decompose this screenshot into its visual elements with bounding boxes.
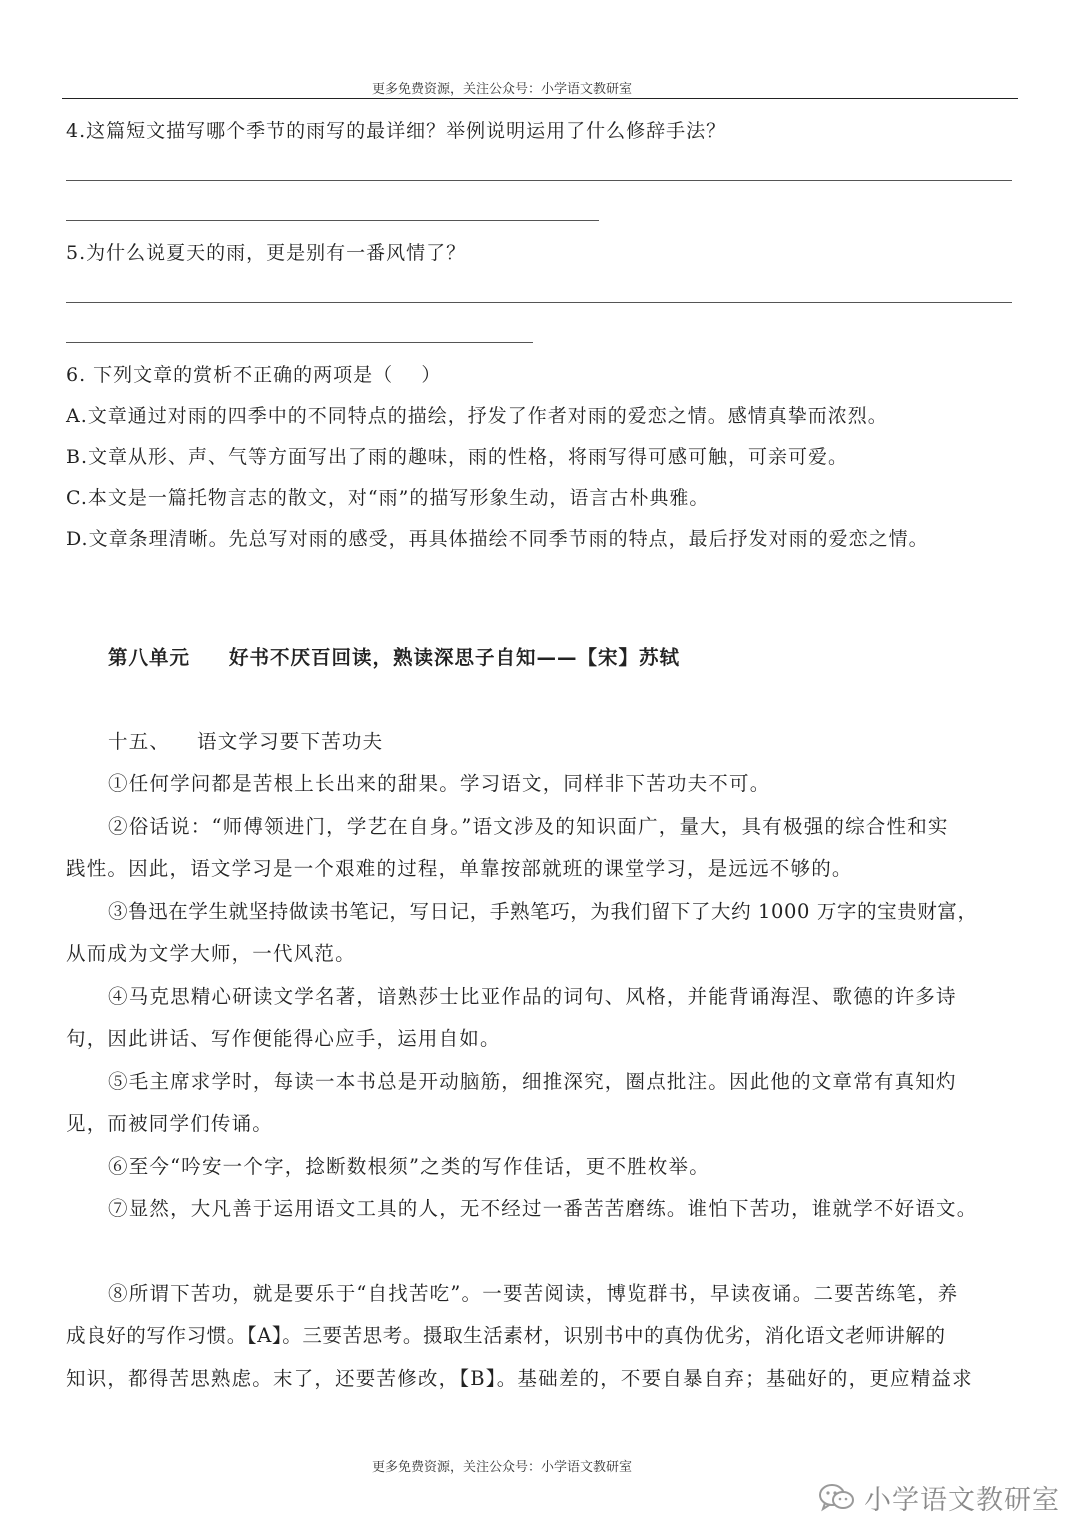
header-rule — [62, 98, 1018, 99]
wechat-icon — [818, 1482, 856, 1514]
article-line: ⑦显然，大凡善于运用语文工具的人，无不经过一番苦苦磨练。谁怕下苦功，谁就学不好语文。 — [108, 1197, 978, 1220]
article-line: ⑥至今“吟安一个字，捻断数根须”之类的写作佳话，更不胜枚举。 — [108, 1155, 710, 1178]
article-line: 践性。因此，语文学习是一个艰难的过程，单靠按部就班的课堂学习，是远远不够的。 — [66, 857, 853, 880]
article-line: 句，因此讲话、写作便能得心应手，运用自如。 — [66, 1027, 501, 1050]
unit-quote: 好书不厌百回读，熟读深思子自知——【宋】苏轼 — [229, 646, 681, 669]
option-c: C.本文是一篇托物言志的散文，对“雨”的描写形象生动，语言古朴典雅。 — [66, 487, 710, 509]
article-line: ②俗话说：“师傅领进门，学艺在自身。”语文涉及的知识面广，量大，具有极强的综合性和实 — [108, 815, 949, 838]
watermark — [818, 1478, 1060, 1517]
question-6: 6. 下列文章的赏析不正确的两项是（ ） — [66, 364, 442, 386]
page-header: 更多免费资源，关注公众号：小学语文教研室 — [372, 82, 633, 97]
article-line: 见，而被同学们传诵。 — [66, 1112, 274, 1135]
article-line: 成良好的写作习惯。【A】。三要苦思考。摄取生活素材，识别书中的真伪优劣，消化语文老师讲解的 — [66, 1324, 946, 1347]
option-d: D.文章条理清晰。先总写对雨的感受，再具体描绘不同季节雨的特点，最后抒发对雨的爱恋之情。 — [66, 528, 929, 550]
watermark-text: 小学语文教研室 — [864, 1485, 1060, 1516]
article-title: 语文学习要下苦功夫 — [197, 730, 384, 753]
answer-line — [66, 302, 1012, 303]
question-4: 4.这篇短文描写哪个季节的雨写的最详细？举例说明运用了什么修辞手法？ — [66, 120, 727, 142]
answer-line — [66, 342, 533, 343]
answer-line — [66, 220, 599, 221]
article-line: 知识，都得苦思熟虑。末了，还要苦修改，【B】。基础差的，不要自暴自弃；基础好的，更应精益求 — [66, 1367, 973, 1390]
article-line: ③鲁迅在学生就坚持做读书笔记，写日记，手熟笔巧，为我们留下了大约 1000 万字的宝贵财富， — [108, 900, 978, 923]
article-line: ⑤毛主席求学时，每读一本书总是开动脑筋，细推深究，圈点批注。因此他的文章常有真知灼 — [108, 1070, 957, 1093]
option-b: B.文章从形、声、气等方面写出了雨的趣味，雨的性格，将雨写得可感可触，可亲可爱。 — [66, 446, 849, 468]
article-line: 从而成为文学大师，一代风范。 — [66, 942, 356, 965]
article-number: 十五、 — [108, 730, 171, 753]
option-a: A.文章通过对雨的四季中的不同特点的描绘，抒发了作者对雨的爱恋之情。感情真挚而浓烈。 — [66, 405, 888, 427]
page-footer: 更多免费资源，关注公众号：小学语文教研室 — [372, 1460, 633, 1475]
question-5: 5.为什么说夏天的雨，更是别有一番风情了？ — [66, 242, 467, 264]
article-line: ①任何学问都是苦根上长出来的甜果。学习语文，同样非下苦功夫不可。 — [108, 772, 771, 795]
article-line: ④马克思精心研读文学名著，谙熟莎士比亚作品的词句、风格，并能背诵海涅、歌德的许多诗 — [108, 985, 957, 1008]
unit-label: 第八单元 — [108, 646, 191, 669]
article-line: ⑧所谓下苦功，就是要乐于“自找苦吃”。一要苦阅读，博览群书，早读夜诵。二要苦练笔，养 — [108, 1282, 959, 1305]
answer-line — [66, 180, 1012, 181]
